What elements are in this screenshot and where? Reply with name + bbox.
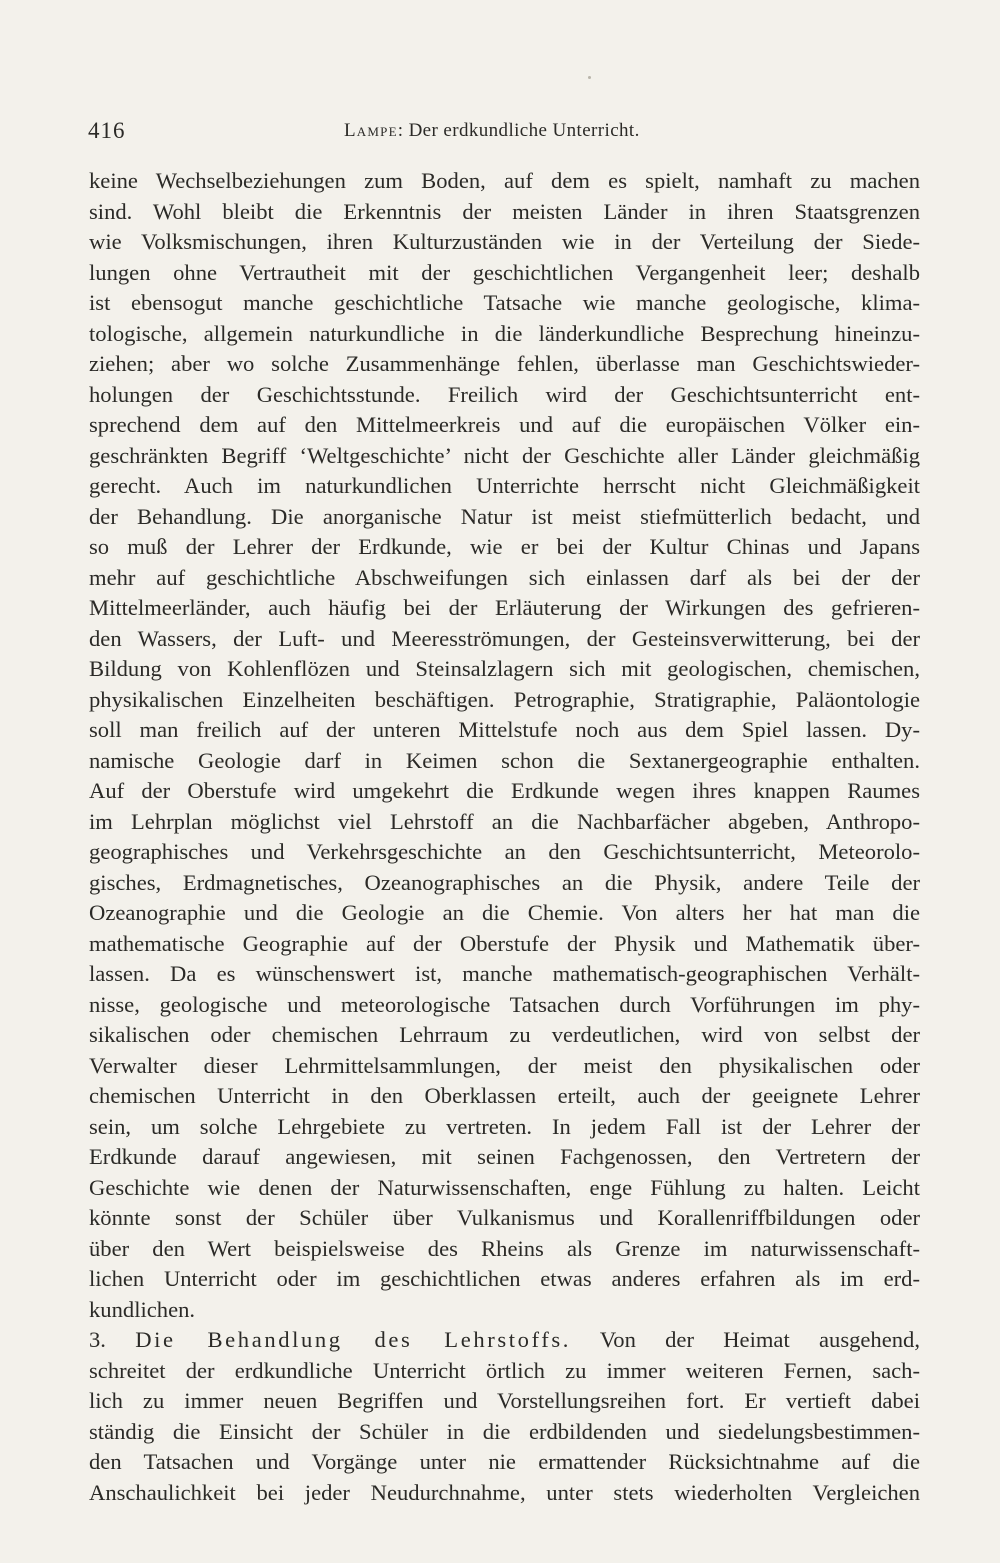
- text-line: schreitet der erdkundliche Unterricht örtlich zu immer weiteren Fernen, sach-: [89, 1357, 920, 1383]
- running-head-title: : Der erdkundliche Unterricht.: [397, 120, 640, 141]
- text-line: sprechend dem auf den Mittelmeerkreis und auf die europäischen Völker ein-: [89, 412, 920, 437]
- text-line: Bildung von Kohlenflözen und Steinsalzlagern sich mit geologischen, chemischen,: [89, 656, 920, 681]
- text-line: soll man freilich auf der unteren Mittelstufe noch aus dem Spiel lassen. Dy-: [89, 717, 920, 742]
- text-line: ist ebensogut manche geschichtliche Tatsache wie manche geologische, klima-: [89, 290, 920, 315]
- text-line: namische Geologie darf in Keimen schon die Sextanergeographie enthalten.: [89, 747, 920, 773]
- text-line: Anschaulichkeit bei jeder Neudurchnahme, unter stets wiederholten Vergleichen: [89, 1479, 920, 1505]
- text-line: geographisches und Verkehrsgeschichte an den Geschichtsunterricht, Meteorolo-: [89, 839, 920, 864]
- section-heading: Die Behandlung des Lehrstoffs.: [135, 1327, 572, 1352]
- text-line: sein, um solche Lehrgebiete zu vertreten. In jedem Fall ist der Lehrer der: [89, 1113, 920, 1139]
- section-first-line-text: Von der Heimat ausgehend,: [599, 1327, 920, 1352]
- text-line: mehr auf geschichtliche Abschweifungen sich einlassen darf als bei der der: [89, 564, 920, 590]
- text-line: chemischen Unterricht in den Oberklassen erteilt, auch der geeignete Lehrer: [89, 1083, 920, 1108]
- text-line: Auf der Oberstufe wird umgekehrt die Erdkunde wegen ihres knappen Raumes: [89, 778, 920, 803]
- text-line: Erdkunde darauf angewiesen, mit seinen Fachgenossen, den Vertretern der: [89, 1144, 920, 1169]
- text-line: sikalischen oder chemischen Lehrraum zu verdeutlichen, wird von selbst der: [89, 1022, 920, 1047]
- text-line: Geschichte wie denen der Naturwissenschaften, enge Fühlung zu halten. Leicht: [89, 1174, 920, 1200]
- text-line: gisches, Erdmagnetisches, Ozeanographisches an die Physik, andere Teile der: [89, 869, 920, 895]
- text-line: ziehen; aber wo solche Zusammenhänge fehlen, überlasse man Geschichtswieder-: [89, 351, 920, 376]
- text-line: gerecht. Auch im naturkundlichen Unterrichte herrscht nicht Gleichmäßigkeit: [89, 473, 920, 498]
- section-heading-line: [89, 1325, 920, 1356]
- text-line: Mittelmeerländer, auch häufig bei der Erläuterung der Wirkungen des gefrieren-: [89, 595, 920, 620]
- page-header: [88, 118, 920, 152]
- text-line: tologische, allgemein naturkundliche in die länderkundliche Besprechung hineinzu-: [89, 320, 920, 346]
- text-line: ständig die Einsicht der Schüler in die erdbildenden und siedelungsbestimmen-: [89, 1418, 920, 1444]
- running-head-author: Lampe: [344, 120, 398, 141]
- text-line: lassen. Da es wünschenswert ist, manche mathematisch-geographischen Verhält-: [89, 961, 920, 986]
- running-head: [344, 120, 640, 142]
- text-line: lichen Unterricht oder im geschichtlichen etwas anderes erfahren als im erd-: [89, 1266, 920, 1291]
- text-line: sind. Wohl bleibt die Erkenntnis der meisten Länder in ihren Staatsgrenzen: [89, 198, 920, 224]
- text-line: den Tatsachen und Vorgänge unter nie ermattender Rücksichtnahme auf die: [89, 1449, 920, 1474]
- text-line: holungen der Geschichtsstunde. Freilich wird der Geschichtsunterricht ent-: [89, 381, 920, 407]
- text-line: lich zu immer neuen Begriffen und Vorstellungsreihen fort. Er vertieft dabei: [89, 1388, 920, 1413]
- text-line: physikalischen Einzelheiten beschäftigen. Petrographie, Stratigraphie, Paläontologie: [89, 686, 920, 712]
- text-line: geschränkten Begriff ‘Weltgeschichte’ nicht der Geschichte aller Länder gleichmäßig: [89, 442, 920, 468]
- text-line: über den Wert beispielsweise des Rheins als Grenze im naturwissenschaft-: [89, 1235, 920, 1261]
- text-line: keine Wechselbeziehungen zum Boden, auf dem es spielt, namhaft zu machen: [89, 168, 920, 193]
- text-line: könnte sonst der Schüler über Vulkanismus und Korallenriffbildungen oder: [89, 1205, 920, 1230]
- paper-speck: [588, 76, 591, 79]
- body-text: [89, 166, 920, 1508]
- text-line: im Lehrplan möglichst viel Lehrstoff an die Nachbarfächer abgeben, Anthropo-: [89, 808, 920, 834]
- text-line: so muß der Lehrer der Erdkunde, wie er bei der Kultur Chinas und Japans: [89, 534, 920, 559]
- text-line: wie Volksmischungen, ihren Kulturzuständen wie in der Verteilung der Siede-: [89, 229, 920, 254]
- text-line: Ozeanographie und die Geologie an die Chemie. Von alters her hat man die: [89, 900, 920, 925]
- text-line: Verwalter dieser Lehrmittelsammlungen, der meist den physikalischen oder: [89, 1052, 920, 1078]
- text-line: mathematische Geographie auf der Oberstufe der Physik und Mathematik über-: [89, 930, 920, 956]
- paragraph-end-line: kundlichen.: [89, 1296, 196, 1322]
- page-number: 416: [88, 118, 126, 143]
- text-line: nisse, geologische und meteorologische Tatsachen durch Vorführungen im phy-: [89, 991, 920, 1017]
- text-line: lungen ohne Vertrautheit mit der geschichtlichen Vergangenheit leer; deshalb: [89, 259, 920, 285]
- section-number: 3.: [89, 1327, 106, 1352]
- text-line: den Wassers, der Luft- und Meeresströmungen, der Gesteinsverwitterung, bei der: [89, 625, 920, 651]
- text-line: der Behandlung. Die anorganische Natur ist meist stiefmütterlich bedacht, und: [89, 503, 920, 529]
